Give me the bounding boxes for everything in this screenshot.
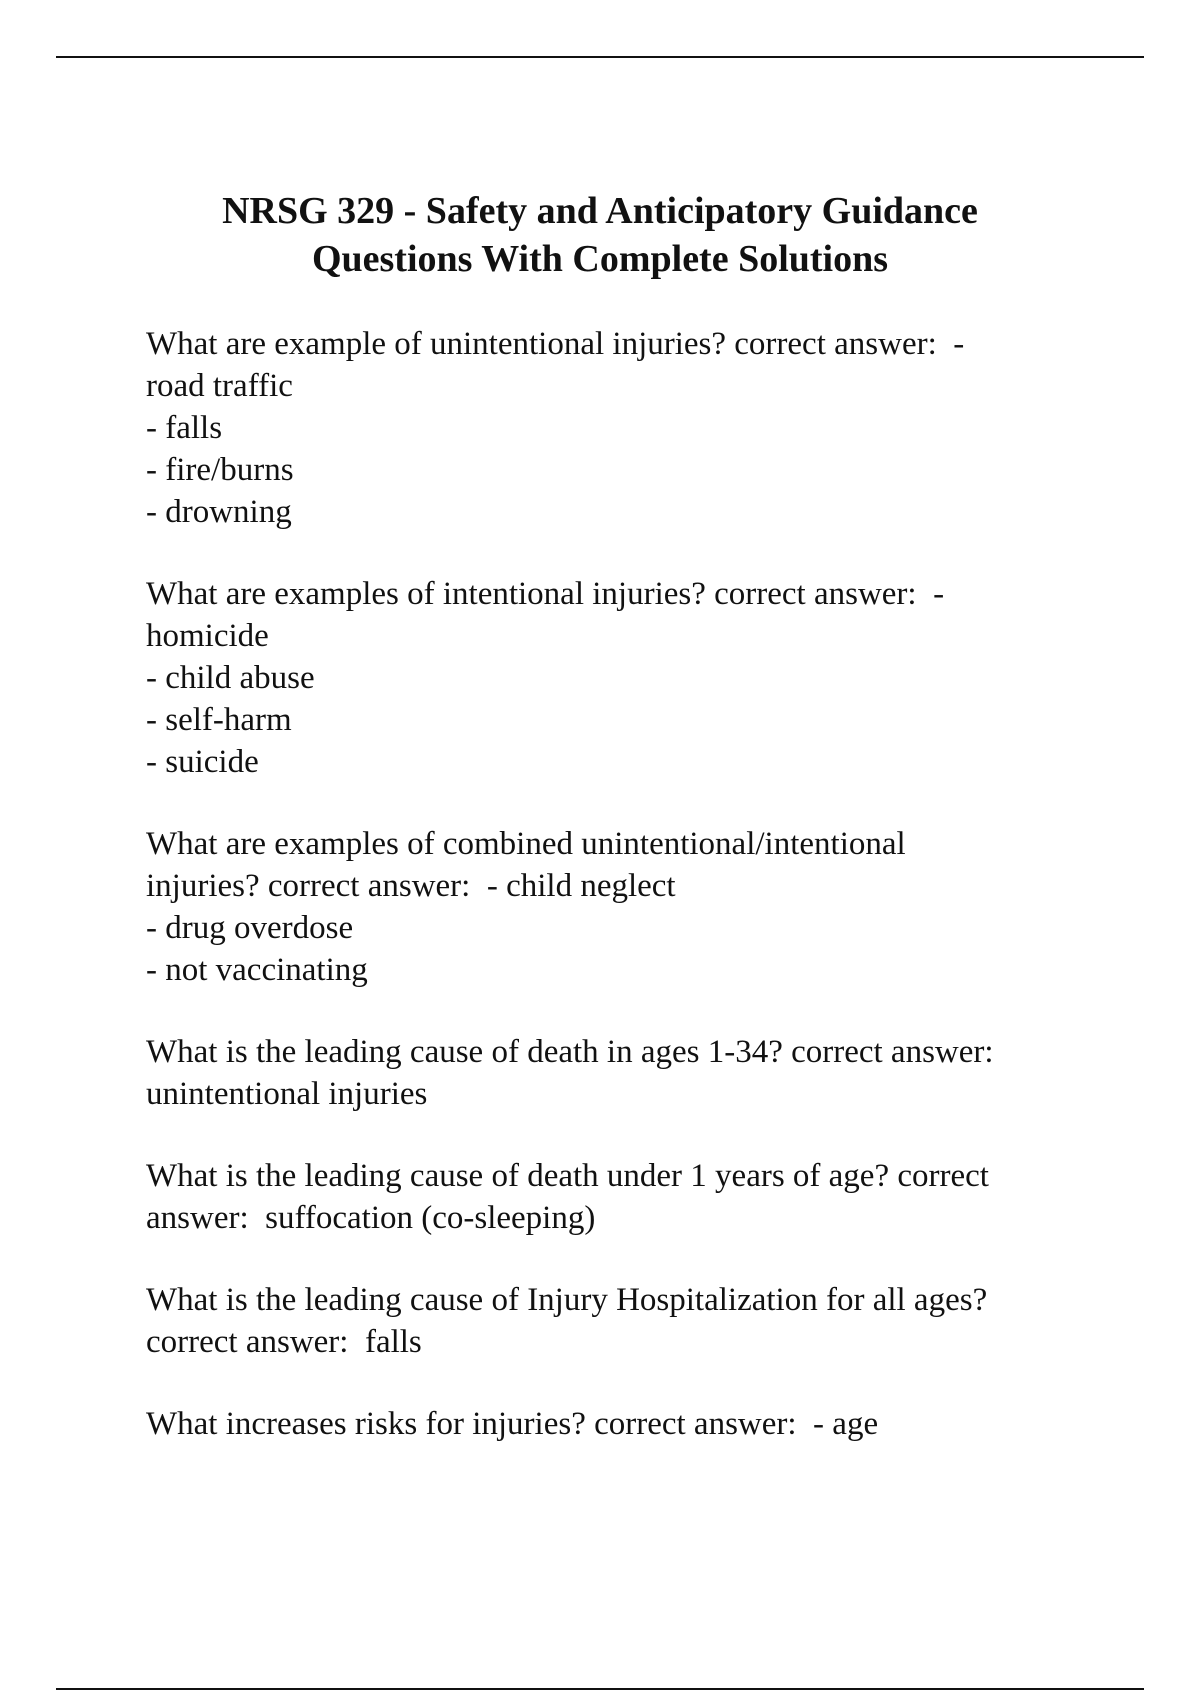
qa-line: - child abuse bbox=[146, 660, 315, 696]
qa-item-unintentional-injuries bbox=[146, 323, 1086, 533]
qa-line: - falls bbox=[146, 410, 223, 446]
qa-item-intentional-injuries bbox=[146, 573, 1086, 783]
qa-line: What are examples of combined unintentional/intentional bbox=[146, 826, 906, 862]
qa-item-injury-hospitalization bbox=[146, 1279, 1086, 1363]
qa-line: What is the leading cause of death in ages 1-34? correct answer: bbox=[146, 1034, 994, 1070]
title-line: Questions With Complete Solutions bbox=[311, 238, 889, 280]
top-rule bbox=[56, 56, 1144, 58]
bottom-rule bbox=[56, 1688, 1144, 1690]
qa-line: - drowning bbox=[146, 494, 292, 530]
qa-line: What is the leading cause of Injury Hospitalization for all ages? bbox=[146, 1282, 988, 1318]
qa-line: homicide bbox=[146, 618, 269, 654]
qa-line: - drug overdose bbox=[146, 910, 354, 946]
qa-line: What increases risks for injuries? correct answer: - age bbox=[146, 1406, 879, 1442]
qa-line: - not vaccinating bbox=[146, 952, 368, 988]
qa-line: What are example of unintentional injuries? correct answer: - bbox=[146, 326, 965, 362]
document-title bbox=[0, 187, 1200, 283]
qa-item-combined-injuries bbox=[146, 823, 1086, 991]
qa-line: What is the leading cause of death under 1 years of age? correct bbox=[146, 1158, 989, 1194]
qa-item-leading-cause-1-34 bbox=[146, 1031, 1086, 1115]
title-line: NRSG 329 - Safety and Anticipatory Guidance bbox=[222, 190, 978, 232]
qa-line: unintentional injuries bbox=[146, 1076, 428, 1112]
qa-line: road traffic bbox=[146, 368, 293, 404]
qa-line: correct answer: falls bbox=[146, 1324, 422, 1360]
qa-line: injuries? correct answer: - child neglect bbox=[146, 868, 676, 904]
qa-item-risk-factors bbox=[146, 1403, 1086, 1445]
qa-line: - fire/burns bbox=[146, 452, 294, 488]
qa-line: - self-harm bbox=[146, 702, 292, 738]
qa-line: - suicide bbox=[146, 744, 259, 780]
qa-list bbox=[146, 323, 1086, 1485]
qa-line: What are examples of intentional injuries? correct answer: - bbox=[146, 576, 945, 612]
qa-item-leading-cause-under-1 bbox=[146, 1155, 1086, 1239]
qa-line: answer: suffocation (co-sleeping) bbox=[146, 1200, 596, 1236]
